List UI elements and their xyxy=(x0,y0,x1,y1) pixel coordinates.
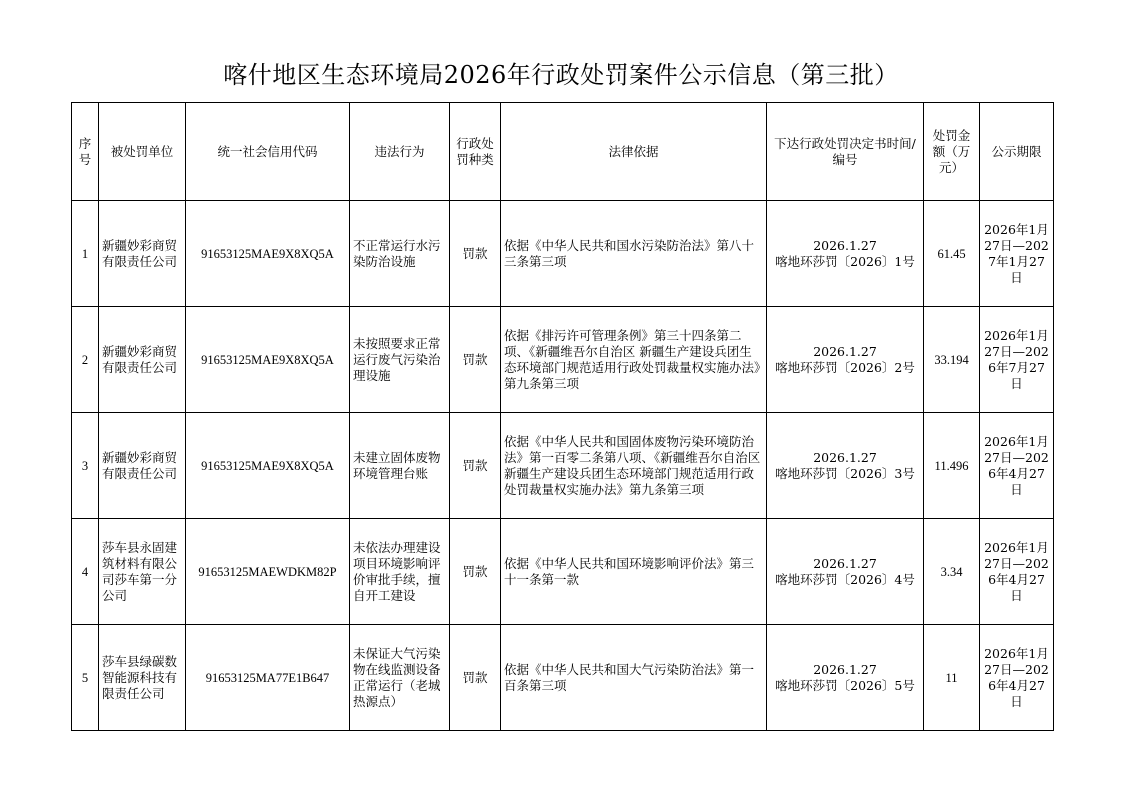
header-credit-code: 统一社会信用代码 xyxy=(186,103,350,201)
decision-date: 2026.1.27 xyxy=(813,237,877,253)
cell-violation: 未按照要求正常运行废气污染治理设施 xyxy=(350,307,450,413)
header-unit: 被处罚单位 xyxy=(99,103,186,201)
cell-unit: 新疆妙彩商贸有限责任公司 xyxy=(99,307,186,413)
cell-penalty-type: 罚款 xyxy=(450,201,501,307)
cell-unit: 莎车县永固建筑材料有限公司莎车第一分公司 xyxy=(99,519,186,625)
decision-number: 喀地环莎罚〔2026〕5号 xyxy=(775,677,915,693)
cell-seq: 5 xyxy=(72,625,99,731)
cell-credit-code: 91653125MAE9X8XQ5A xyxy=(186,201,350,307)
header-amount: 处罚金额（万元） xyxy=(924,103,980,201)
cell-legal-basis: 依据《中华人民共和国固体废物污染环境防治法》第一百零二条第八项、《新疆维吾尔自治区新疆生产建设兵团生态环境部门规范适用行政处罚裁量权实施办法》第九条第三项 xyxy=(501,413,767,519)
cell-unit: 莎车县绿碳数智能源科技有限责任公司 xyxy=(99,625,186,731)
page-title: 喀什地区生态环境局2026年行政处罚案件公示信息（第三批） xyxy=(223,61,899,89)
header-seq: 序号 xyxy=(72,103,99,201)
cell-violation: 不正常运行水污染防治设施 xyxy=(350,201,450,307)
header-violation: 违法行为 xyxy=(350,103,450,201)
cell-violation: 未建立固体废物环境管理台账 xyxy=(350,413,450,519)
cell-seq: 2 xyxy=(72,307,99,413)
cell-decision xyxy=(767,201,924,307)
header-period: 公示期限 xyxy=(980,103,1054,201)
cell-amount: 11 xyxy=(924,625,980,731)
cell-period: 2026年1月27日—2026年7月27日 xyxy=(980,307,1054,413)
header-legal-basis: 法律依据 xyxy=(501,103,767,201)
cell-period: 2026年1月27日—2026年4月27日 xyxy=(980,519,1054,625)
decision-number: 喀地环莎罚〔2026〕1号 xyxy=(775,253,915,269)
decision-number: 喀地环莎罚〔2026〕3号 xyxy=(775,465,915,481)
penalty-cases-table xyxy=(71,102,1054,731)
table-row xyxy=(72,201,1054,307)
cell-decision xyxy=(767,625,924,731)
cell-decision xyxy=(767,307,924,413)
decision-date: 2026.1.27 xyxy=(813,343,877,359)
header-decision: 下达行政处罚决定书时间/编号 xyxy=(767,103,924,201)
decision-date: 2026.1.27 xyxy=(813,661,877,677)
cell-amount: 33.194 xyxy=(924,307,980,413)
table-row xyxy=(72,519,1054,625)
table-row xyxy=(72,307,1054,413)
cell-period: 2026年1月27日—2026年4月27日 xyxy=(980,625,1054,731)
table-header-row xyxy=(72,103,1054,201)
cell-penalty-type: 罚款 xyxy=(450,307,501,413)
cell-legal-basis: 依据《中华人民共和国大气污染防治法》第一百条第三项 xyxy=(501,625,767,731)
cell-amount: 61.45 xyxy=(924,201,980,307)
cell-period: 2026年1月27日—2027年1月27日 xyxy=(980,201,1054,307)
cell-credit-code: 91653125MAEWDKM82P xyxy=(186,519,350,625)
cell-period: 2026年1月27日—2026年4月27日 xyxy=(980,413,1054,519)
cell-credit-code: 91653125MA77E1B647 xyxy=(186,625,350,731)
cell-legal-basis: 依据《中华人民共和国环境影响评价法》第三十一条第一款 xyxy=(501,519,767,625)
decision-number: 喀地环莎罚〔2026〕2号 xyxy=(775,359,915,375)
cell-amount: 11.496 xyxy=(924,413,980,519)
decision-number: 喀地环莎罚〔2026〕4号 xyxy=(775,571,915,587)
table-row xyxy=(72,625,1054,731)
header-penalty-type: 行政处罚种类 xyxy=(450,103,501,201)
cell-violation: 未依法办理建设项目环境影响评价审批手续，擅自开工建设 xyxy=(350,519,450,625)
cell-seq: 4 xyxy=(72,519,99,625)
cell-penalty-type: 罚款 xyxy=(450,413,501,519)
cell-violation: 未保证大气污染物在线监测设备正常运行（老城热源点） xyxy=(350,625,450,731)
cell-credit-code: 91653125MAE9X8XQ5A xyxy=(186,413,350,519)
cell-penalty-type: 罚款 xyxy=(450,625,501,731)
cell-penalty-type: 罚款 xyxy=(450,519,501,625)
cell-amount: 3.34 xyxy=(924,519,980,625)
cell-legal-basis: 依据《排污许可管理条例》第三十四条第二项、《新疆维吾尔自治区 新疆生产建设兵团生态环境部门规范适用行政处罚裁量权实施办法》第九条第三项 xyxy=(501,307,767,413)
cell-seq: 1 xyxy=(72,201,99,307)
cell-decision xyxy=(767,519,924,625)
decision-date: 2026.1.27 xyxy=(813,449,877,465)
table-row xyxy=(72,413,1054,519)
cell-unit: 新疆妙彩商贸有限责任公司 xyxy=(99,201,186,307)
cell-unit: 新疆妙彩商贸有限责任公司 xyxy=(99,413,186,519)
cell-legal-basis: 依据《中华人民共和国水污染防治法》第八十三条第三项 xyxy=(501,201,767,307)
decision-date: 2026.1.27 xyxy=(813,555,877,571)
cell-credit-code: 91653125MAE9X8XQ5A xyxy=(186,307,350,413)
cell-decision xyxy=(767,413,924,519)
cell-seq: 3 xyxy=(72,413,99,519)
